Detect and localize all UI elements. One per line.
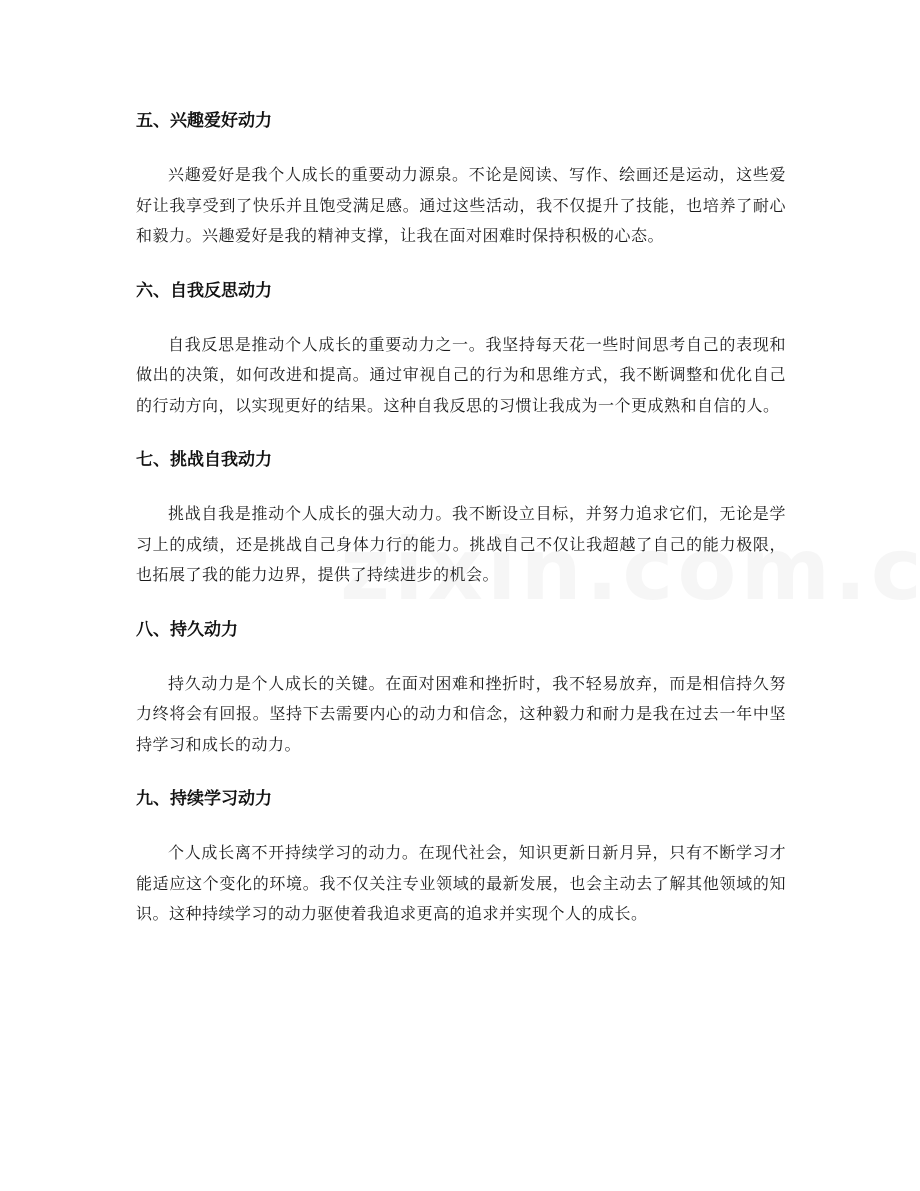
section-heading: 八、持久动力 [136,619,238,640]
section-continuous-learning [136,787,786,930]
section-heading: 五、兴趣爱好动力 [136,111,272,131]
section-self-reflection [136,279,786,422]
document-page [136,100,786,957]
section-interest [136,109,786,252]
section-paragraph: 自我反思是推动个人成长的重要动力之一。我坚持每天花一些时间思考自己的表现和做出的决策，如何改进和提高。通过审视自己的行为和思维方式，我不断调整和优化自己的行动方向，以实现更好的结果。这种自我反思的习惯让我成为一个更成熟和自信的人。 [136,334,786,415]
section-heading: 九、持续学习动力 [136,789,272,809]
section-heading: 七、挑战自我动力 [136,450,272,470]
section-paragraph: 持久动力是个人成长的关键。在面对困难和挫折时，我不轻易放弃，而是相信持久努力终将会有回报。坚持下去需要内心的动力和信念，这种毅力和耐力是我在过去一年中坚持学习和成长的动力。 [136,673,786,754]
section-persistence [136,618,786,761]
section-heading: 六、自我反思动力 [136,280,272,301]
section-paragraph: 挑战自我是推动个人成长的强大动力。我不断设立目标，并努力追求它们，无论是学习上的成绩，还是挑战自己身体力行的能力。挑战自己不仅让我超越了自己的能力极限，也拓展了我的能力边界，提供了持续进步的机会。 [136,504,786,584]
section-paragraph: 兴趣爱好是我个人成长的重要动力源泉。不论是阅读、写作、绘画还是运动，这些爱好让我享受到了快乐并且饱受满足感。通过这些活动，我不仅提升了技能，也培养了耐心和毅力。兴趣爱好是我的精神支撑，让我在面对困难时保持积极的心态。 [136,165,786,245]
section-paragraph: 个人成长离不开持续学习的动力。在现代社会，知识更新日新月异，只有不断学习才能适应这个变化的环境。我不仅关注专业领域的最新发展，也会主动去了解其他领域的知识。这种持续学习的动力驱使着我追求更高的追求并实现个人的成长。 [136,843,786,923]
section-self-challenge [136,448,786,591]
